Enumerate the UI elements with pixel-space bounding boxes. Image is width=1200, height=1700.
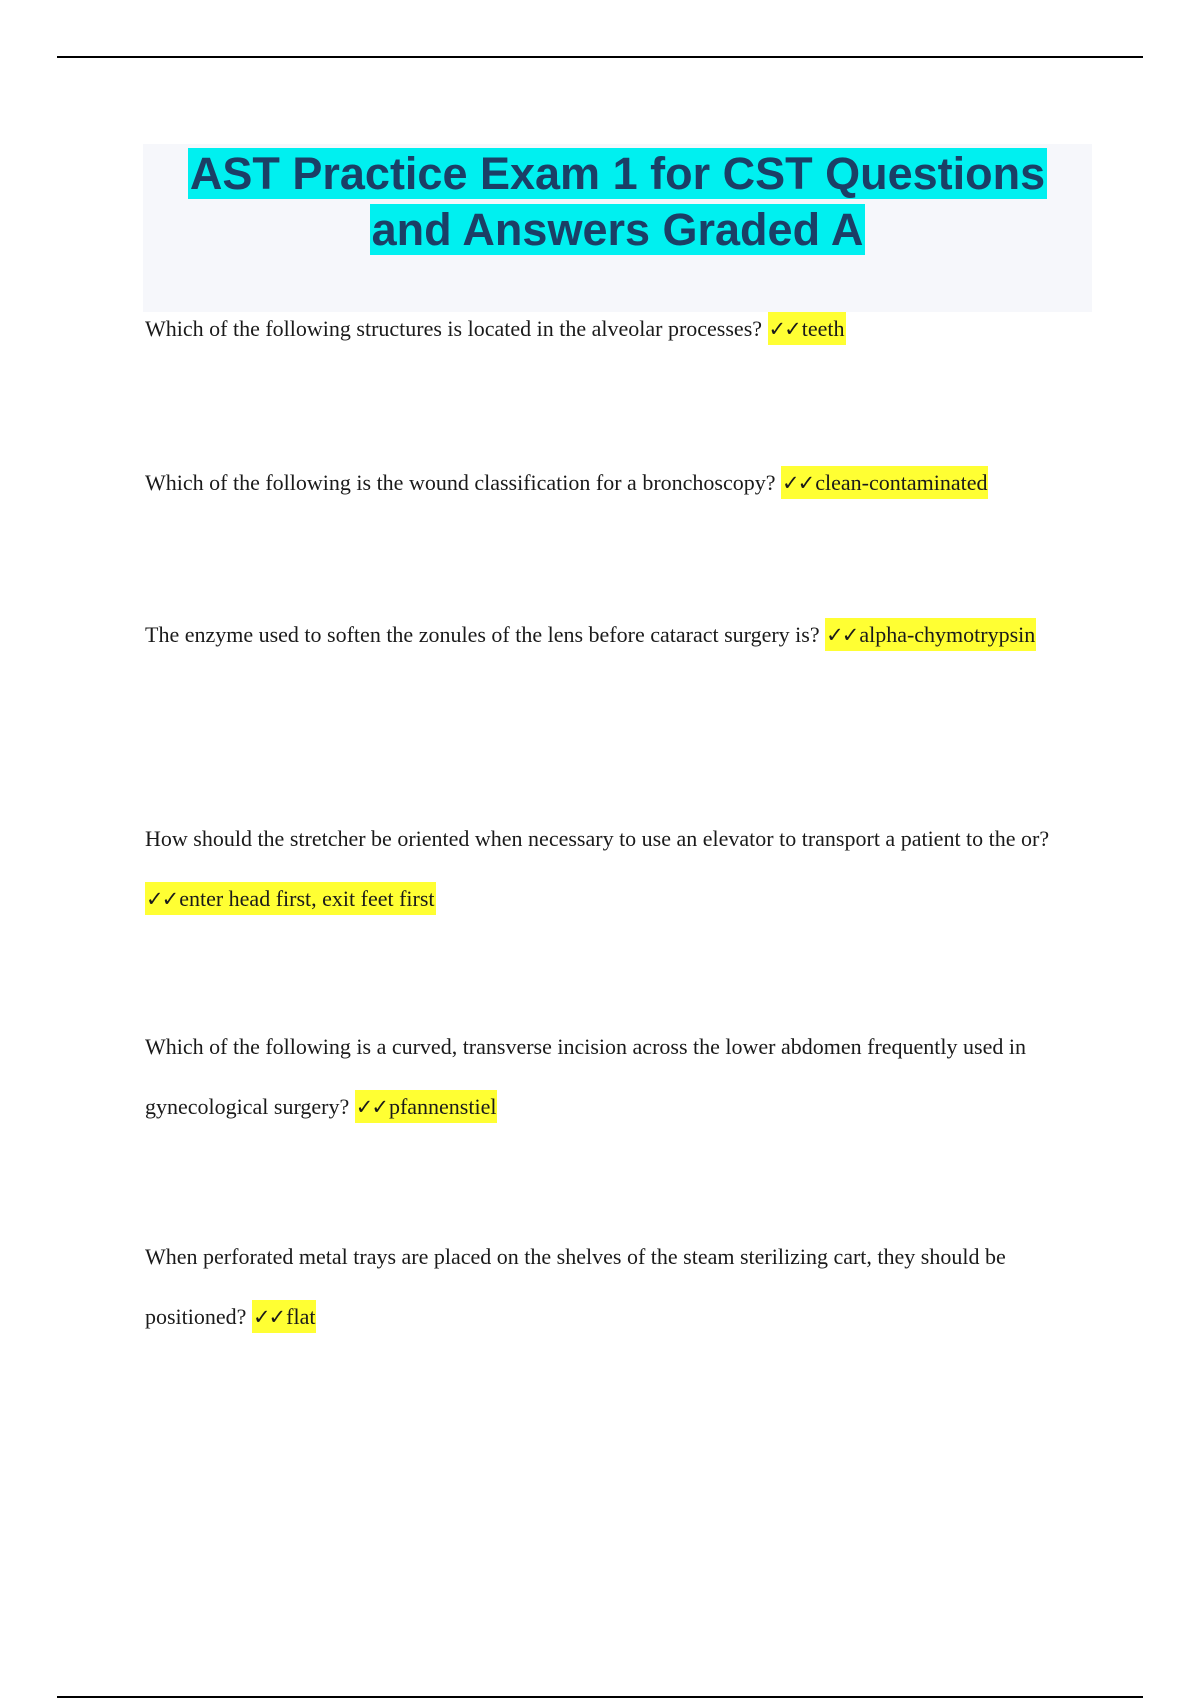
qa-item bbox=[145, 299, 1095, 359]
double-check-icon: ✓✓ bbox=[252, 1305, 285, 1329]
qa-item bbox=[145, 1227, 1095, 1347]
qa-item bbox=[145, 1017, 1095, 1137]
question-text: The enzyme used to soften the zonules of the lens before cataract surgery is? bbox=[145, 622, 820, 647]
question-text: Which of the following structures is located in the alveolar processes? bbox=[145, 316, 763, 341]
answer-text: flat bbox=[286, 1304, 316, 1329]
answer-text: teeth bbox=[801, 316, 845, 341]
bottom-rule bbox=[57, 1696, 1143, 1698]
question-text: Which of the following is the wound classification for a bronchoscopy? bbox=[145, 470, 776, 495]
answer-highlight bbox=[768, 312, 846, 345]
question-text: When perforated metal trays are placed on the shelves of the steam sterilizing cart, they should be positioned? bbox=[145, 1244, 1006, 1329]
qa-item bbox=[145, 453, 1095, 513]
double-check-icon: ✓✓ bbox=[826, 623, 858, 647]
double-check-icon: ✓✓ bbox=[768, 317, 800, 341]
answer-highlight bbox=[781, 466, 988, 499]
qa-item bbox=[145, 809, 1095, 929]
answer-highlight bbox=[145, 882, 436, 915]
answer-text: alpha-chymotrypsin bbox=[859, 622, 1036, 647]
question-text: How should the stretcher be oriented when necessary to use an elevator to transport a patient to the or? bbox=[145, 826, 1050, 851]
top-rule bbox=[57, 56, 1143, 58]
double-check-icon: ✓✓ bbox=[355, 1095, 387, 1119]
answer-text: enter head first, exit feet first bbox=[179, 886, 435, 911]
answer-text: pfannenstiel bbox=[388, 1094, 497, 1119]
title-panel bbox=[143, 144, 1092, 312]
document-title bbox=[143, 146, 1092, 258]
answer-highlight bbox=[825, 618, 1036, 651]
qa-item bbox=[145, 605, 1095, 665]
title-line-2: and Answers Graded A bbox=[371, 204, 864, 255]
double-check-icon: ✓✓ bbox=[146, 887, 178, 911]
question-text: Which of the following is a curved, transverse incision across the lower abdomen frequently used in gynecological surgery? bbox=[145, 1034, 1026, 1119]
answer-text: clean-contaminated bbox=[815, 470, 988, 495]
title-line-1: AST Practice Exam 1 for CST Questions bbox=[189, 148, 1046, 199]
answer-highlight bbox=[355, 1090, 498, 1123]
double-check-icon: ✓✓ bbox=[782, 471, 814, 495]
answer-highlight bbox=[252, 1300, 317, 1333]
